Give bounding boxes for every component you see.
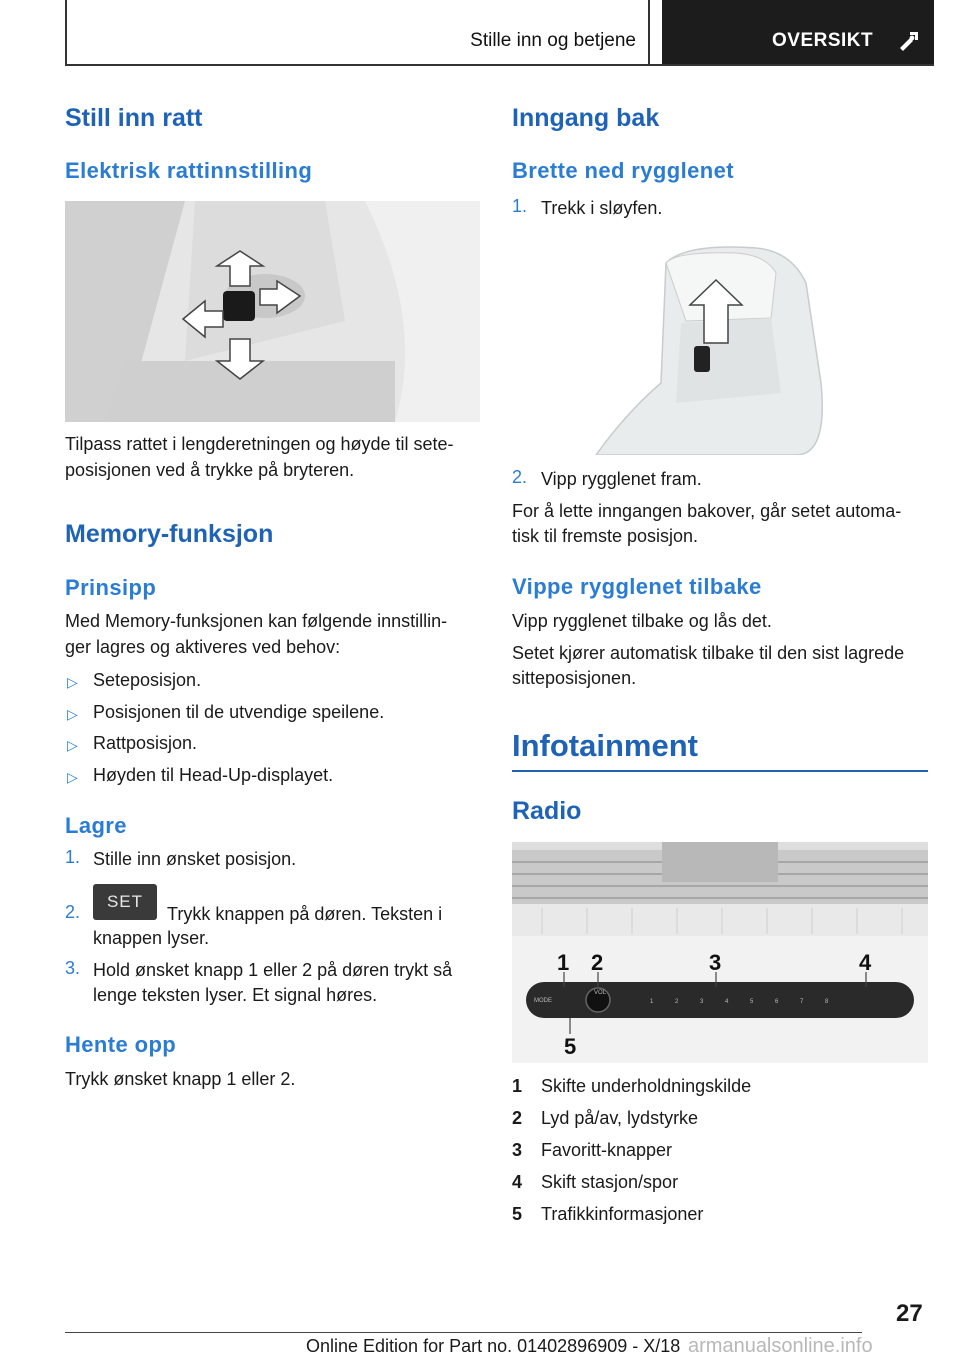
steering-adjust-image	[65, 201, 480, 422]
preset-key-label: 2	[675, 999, 679, 1005]
seat-backrest-image	[566, 243, 828, 455]
tilt-text-1: Vipp rygglenet tilbake og lås det.	[512, 611, 772, 631]
store-title: Lagre	[65, 813, 127, 838]
fold-text-line-1: For å lette inngangen bakover, går setet automa‐	[512, 501, 902, 521]
preset-key-label: 8	[825, 999, 829, 1005]
store-step-3-line-1: Hold ønsket knapp 1 eller 2 på døren trykt så	[93, 960, 453, 980]
recall-title: Hente opp	[65, 1032, 177, 1057]
store-step-3-line-2: lenge teksten lyser. Et signal høres.	[93, 985, 378, 1005]
preset-key-label: 1	[650, 999, 654, 1005]
legend-text: Skift stasjon/spor	[541, 1172, 679, 1192]
header-left-border	[65, 0, 67, 64]
step-number: 3.	[65, 958, 81, 978]
preset-key-label: 6	[775, 999, 779, 1005]
legend-number: 1	[512, 1076, 523, 1096]
step-number: 2.	[65, 902, 81, 922]
preset-key-label: 3	[700, 999, 704, 1005]
fold-backrest-title: Brette ned rygglenet	[512, 158, 734, 183]
step-number: 2.	[512, 467, 528, 487]
preset-key-label: 5	[750, 999, 754, 1005]
legend-text: Favoritt-knapper	[541, 1140, 673, 1160]
radio-title: Radio	[512, 797, 582, 825]
legend-number: 3	[512, 1140, 523, 1160]
fold-step-1: Trekk i sløyfen.	[541, 198, 663, 218]
header-divider	[648, 0, 650, 64]
recall-text: Trykk ønsket knapp 1 eller 2.	[65, 1069, 296, 1089]
steering-caption-line-1: Tilpass rattet i lengderetningen og høyde til sete‐	[65, 434, 454, 454]
page-number: 27	[896, 1300, 923, 1327]
bullet-icon: ▷	[67, 769, 78, 785]
infotainment-rule	[512, 770, 928, 772]
legend-number: 4	[512, 1172, 523, 1192]
store-step-1: Stille inn ønsket posisjon.	[93, 849, 297, 869]
tilt-backrest-title: Vippe rygglenet tilbake	[512, 574, 762, 599]
callout-5: 5	[564, 1034, 577, 1059]
bullet-item: Posisjonen til de utvendige speilene.	[93, 702, 385, 722]
step-number: 1.	[65, 847, 81, 867]
steering-title: Still inn ratt	[65, 104, 203, 132]
legend-number: 5	[512, 1204, 523, 1224]
callout-4: 4	[859, 950, 872, 975]
electric-steering-subtitle: Elektrisk rattinnstilling	[65, 158, 313, 183]
header-chapter-label: OVERSIKT	[772, 30, 874, 51]
bullet-icon: ▷	[67, 737, 78, 753]
radio-panel-image	[512, 842, 928, 1063]
fold-step-2: Vipp rygglenet fram.	[541, 469, 702, 489]
principle-text-line-2: ger lagres og aktiveres ved behov:	[65, 637, 341, 657]
bullet-item: Seteposisjon.	[93, 670, 202, 690]
callout-3: 3	[709, 950, 722, 975]
legend-text: Skifte underholdningskilde	[541, 1076, 752, 1096]
watermark: armanualsonline.info	[688, 1335, 873, 1357]
wrench-hand-icon	[896, 28, 922, 52]
bullet-icon: ▷	[67, 674, 78, 690]
bullet-icon: ▷	[67, 706, 78, 722]
header-rule	[65, 64, 934, 66]
memory-title: Memory-funksjon	[65, 520, 274, 548]
header-section-title: Stille inn og betjene	[470, 30, 636, 51]
preset-key-label: 7	[800, 999, 804, 1005]
legend-text: Trafikkinformasjoner	[541, 1204, 704, 1224]
tilt-text-2-line-1: Setet kjører automatisk tilbake til den sist lagrede	[512, 643, 905, 663]
preset-key-label: 4	[725, 999, 729, 1005]
principle-title: Prinsipp	[65, 575, 157, 600]
set-button-icon: SET	[93, 884, 157, 920]
tilt-text-2-line-2: sitteposisjonen.	[512, 668, 637, 688]
store-step-2-line-1: Trykk knappen på døren. Teksten i	[167, 904, 443, 924]
step-number: 1.	[512, 196, 528, 216]
mode-key-label: MODE	[534, 998, 552, 1004]
footer-rule	[65, 1332, 862, 1333]
legend-number: 2	[512, 1108, 523, 1128]
bullet-item: Rattposisjon.	[93, 733, 198, 753]
footer-edition: Online Edition for Part no. 01402896909 - X/18	[306, 1336, 681, 1356]
callout-1: 1	[557, 950, 570, 975]
legend-text: Lyd på/av, lydstyrke	[541, 1108, 699, 1128]
vol-key-label: VOL	[594, 990, 607, 996]
rear-entry-title: Inngang bak	[512, 104, 660, 132]
steering-caption-line-2: posisjonen ved å trykke på bryteren.	[65, 460, 355, 480]
store-step-2-line-2: knappen lyser.	[93, 928, 210, 948]
infotainment-title: Infotainment	[512, 728, 698, 763]
fold-text-line-2: tisk til fremste posisjon.	[512, 526, 699, 546]
bullet-item: Høyden til Head-Up-displayet.	[93, 765, 334, 785]
principle-text-line-1: Med Memory-funksjonen kan følgende innstillin‐	[65, 611, 448, 631]
callout-2: 2	[591, 950, 604, 975]
